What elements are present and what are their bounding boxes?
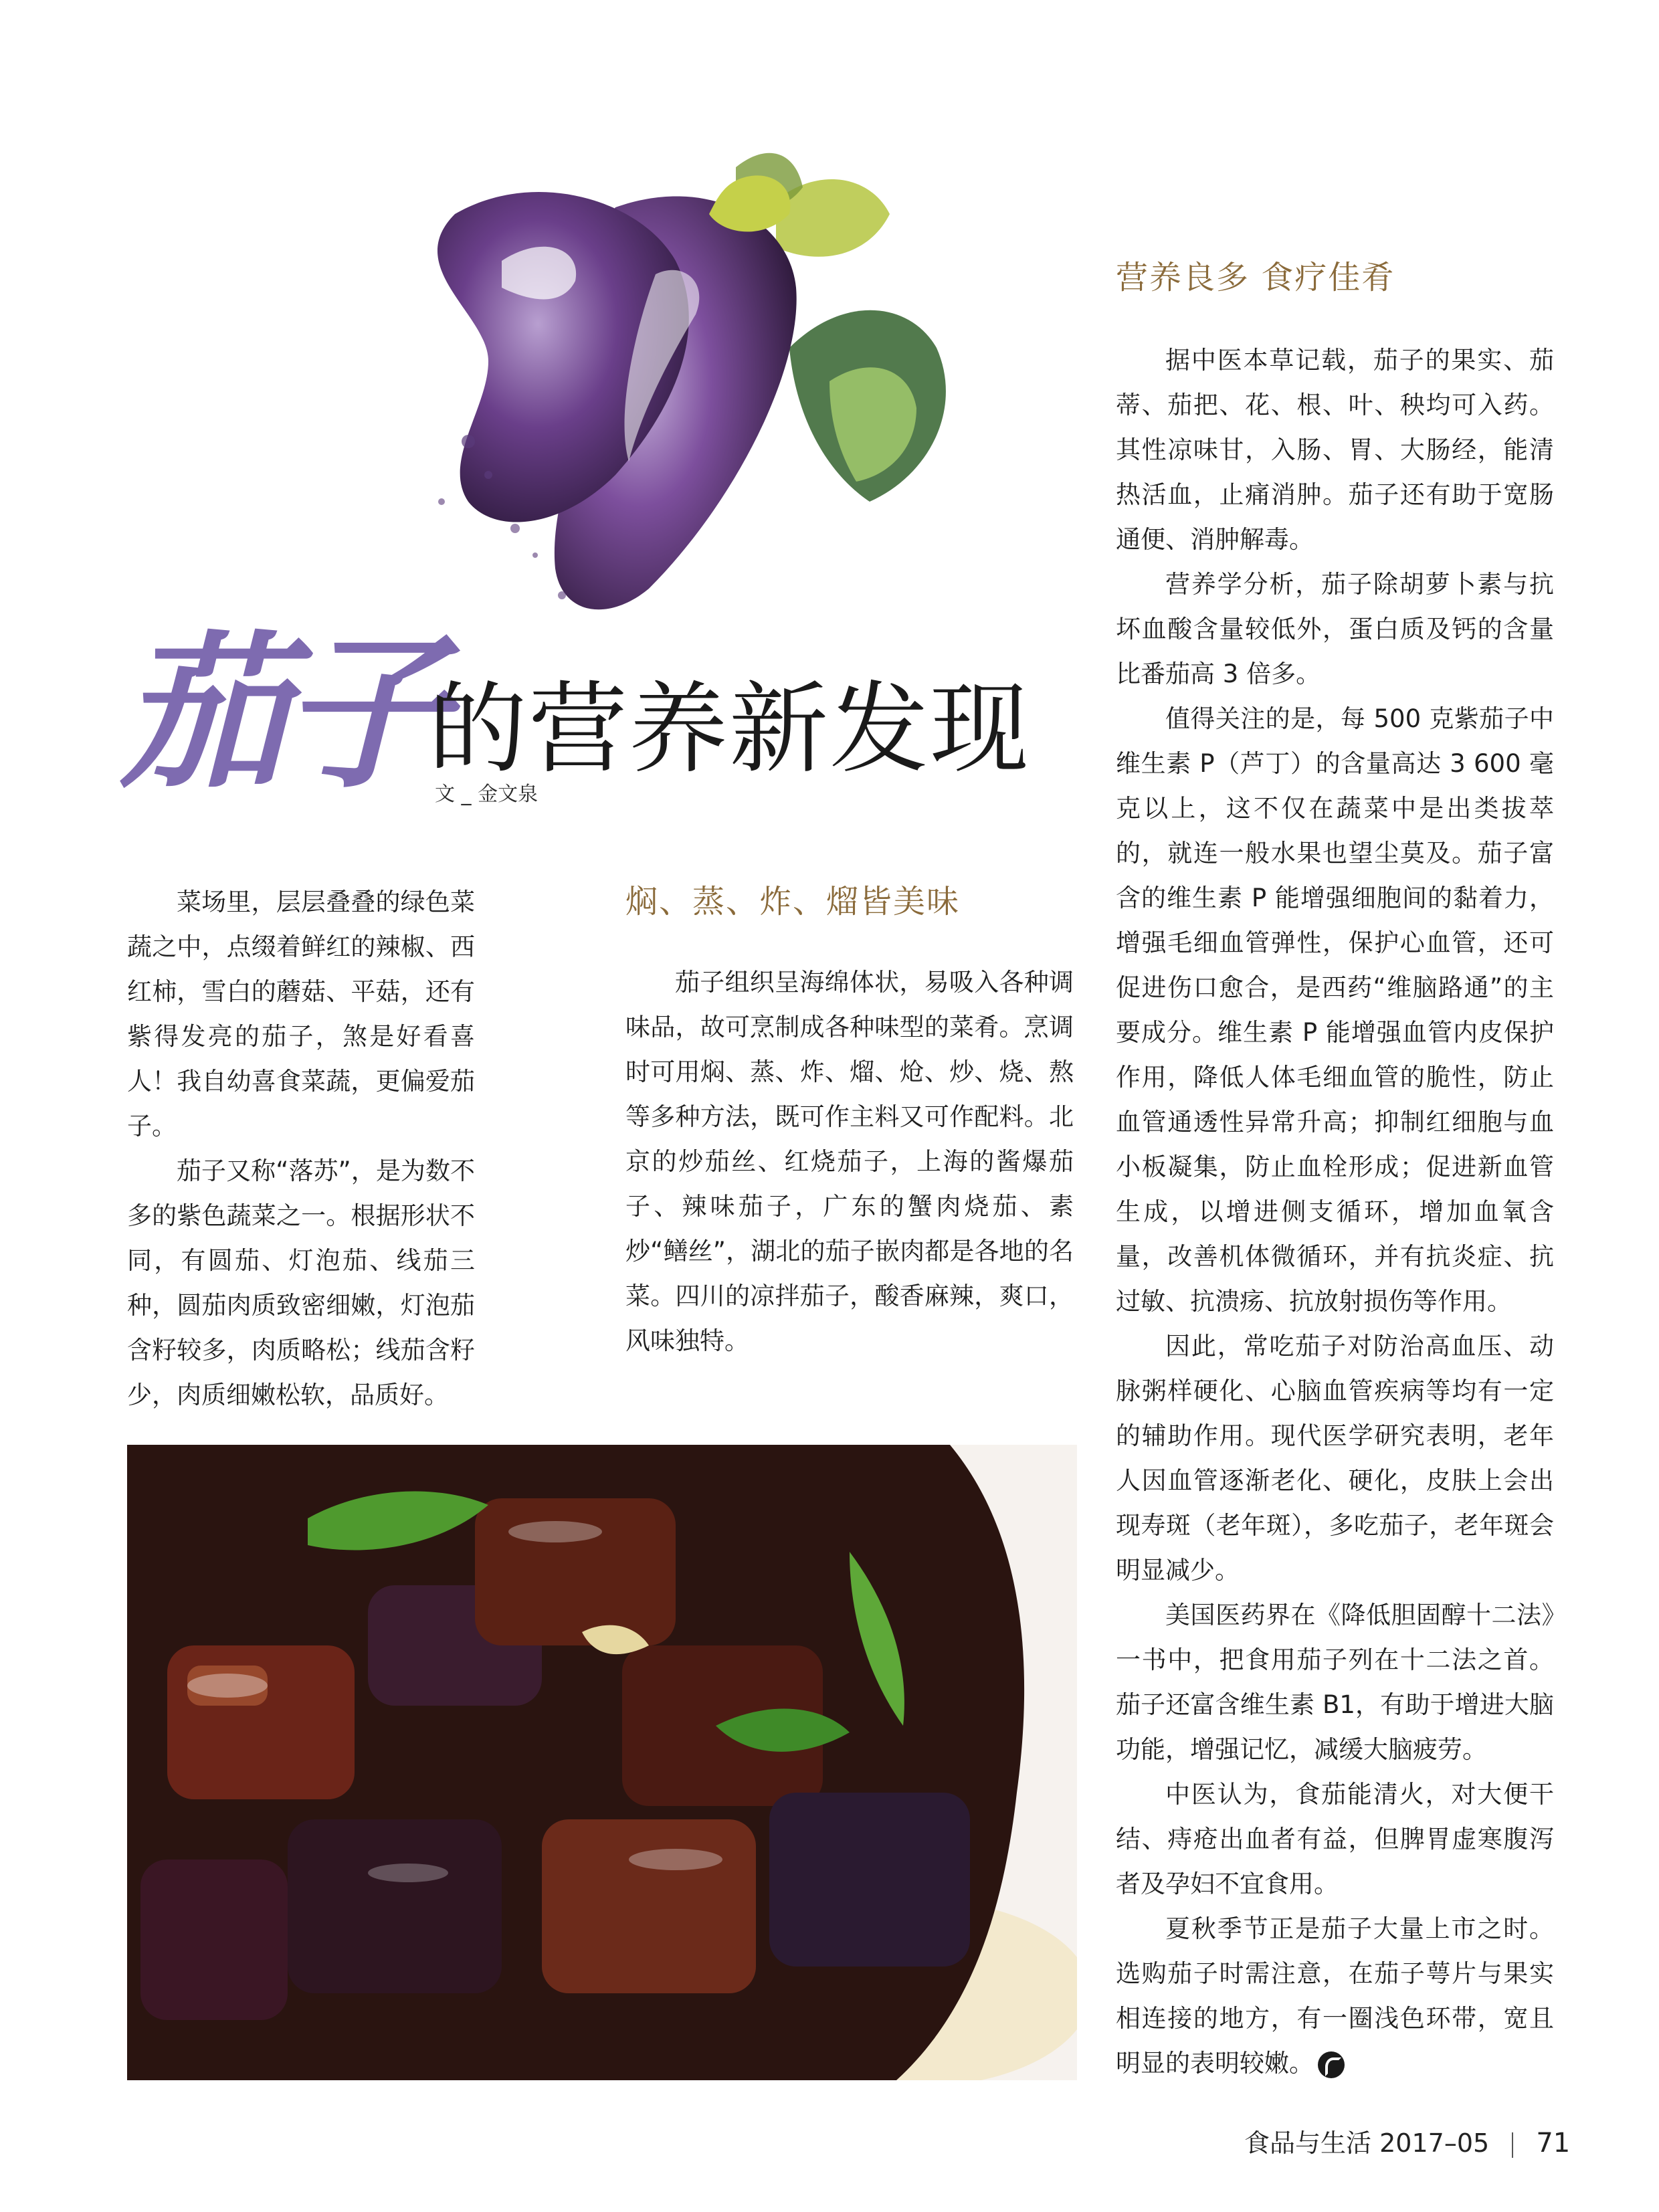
cooking-paragraph: 茄子组织呈海绵体状，易吸入各种调味品，故可烹制成各种味型的菜肴。烹调时可用焖、蒸、炸、熘、炝、炒、烧、熬等多种方法，既可作主料又可作配料。北京的炒茄丝、红烧茄子，上海的酱爆茄子、辣味茄子，广东的蟹肉烧茄、素炒“鳝丝”，湖北的茄子嵌肉都是各地的名菜。四川的凉拌茄子，酸香麻辣，爽口，风味独特。 [625,968,1074,1355]
magazine-name: 食品与生活 [1244,2128,1372,2158]
nutrition-paragraph-last-text: 夏秋季节正是茄子大量上市之时。选购茄子时需注意，在茄子萼片与果实相连接的地方，有一圈浅色环带，宽且明显的表明较嫩。 [1116,1914,1554,2078]
intro-paragraph: 茄子又称“落苏”，是为数不多的紫色蔬菜之一。根据形状不同，有圆茄、灯泡茄、线茄三种，圆茄肉质致密细嫩，灯泡茄含籽较多，肉质略松；线茄含籽少，肉质细嫩松软，品质好。 [127,1157,475,1409]
cooking-column [625,960,1074,1363]
title-stylized: 茄子 [120,614,442,811]
footer-divider [1512,2132,1513,2158]
nutrition-paragraph: 中医认为，食茄能清火，对大便干结、痔疮出血者有益，但脾胃虚寒腹泻者及孕妇不宜食用。 [1116,1780,1554,1898]
page-title: 的营养新发现 [428,672,1030,787]
nutrition-paragraph: 据中医本草记载，茄子的果实、茄蒂、茄把、花、根、叶、秧均可入药。其性凉味甘，入肠、胃、大肠经，能清热活血，止痛消肿。茄子还有助于宽肠通便、消肿解毒。 [1116,346,1554,554]
nutrition-paragraph: 值得关注的是，每 500 克紫茄子中维生素 P（芦丁）的含量高达 3 600 毫克以上，这不仅在蔬菜中是出类拔萃的，就连一般水果也望尘莫及。茄子富含的维生素 P 能增强细胞间的黏着力，增强毛细血管弹性，保护心血管，还可促进伤口愈合，是西药“维脑路通”的主要成分。维生素 P 能增强血管内皮保护作用，降低人体毛细血管的脆性，防止血管通透性异常升高；抑制红细胞与血小板凝集，防止血栓形成；促进新血管生成，以增进侧支循环，增加血氧含量，改善机体微循环，并有抗炎症、抗过敏、抗溃疡、抗放射损伤等作用。 [1116,704,1554,1316]
byline: 文 _ 金文泉 [435,783,539,806]
nutrition-column [1116,338,1554,2086]
nutrition-paragraph: 因此，常吃茄子对防治高血压、动脉粥样硬化、心脑血管疾病等均有一定的辅助作用。现代医学研究表明，老年人因血管逐渐老化、硬化，皮肤上会出现寿斑（老年斑），多吃茄子，老年斑会明显减少。 [1116,1332,1554,1585]
eggplant-illustration [361,127,1017,635]
section-heading-cooking: 焖、蒸、炸、熘皆美味 [625,883,961,920]
issue-date: 2017–05 [1379,2128,1490,2158]
page-number: 71 [1536,2128,1571,2158]
intro-column [127,880,475,1417]
section-heading-nutrition: 营养良多 食疗佳肴 [1116,259,1395,296]
nutrition-paragraph-last [1116,1906,1554,2086]
nutrition-paragraph: 营养学分析，茄子除胡萝卜素与抗坏血酸含量较低外，蛋白质及钙的含量比番茄高 3 倍多。 [1116,570,1554,688]
intro-paragraph: 菜场里，层层叠叠的绿色菜蔬之中，点缀着鲜红的辣椒、西红柿，雪白的蘑菇、平菇，还有紫得发亮的茄子，煞是好看喜人！我自幼喜食菜蔬，更偏爱茄子。 [127,888,475,1140]
end-mark-icon [1318,2051,1345,2078]
nutrition-paragraph: 美国医药界在《降低胆固醇十二法》一书中，把食用茄子列在十二法之首。茄子还富含维生素 B1，有助于增进大脑功能，增强记忆，减缓大脑疲劳。 [1116,1601,1554,1764]
braised-eggplant-photo [127,1445,1077,2080]
page-footer [1244,2127,1570,2159]
